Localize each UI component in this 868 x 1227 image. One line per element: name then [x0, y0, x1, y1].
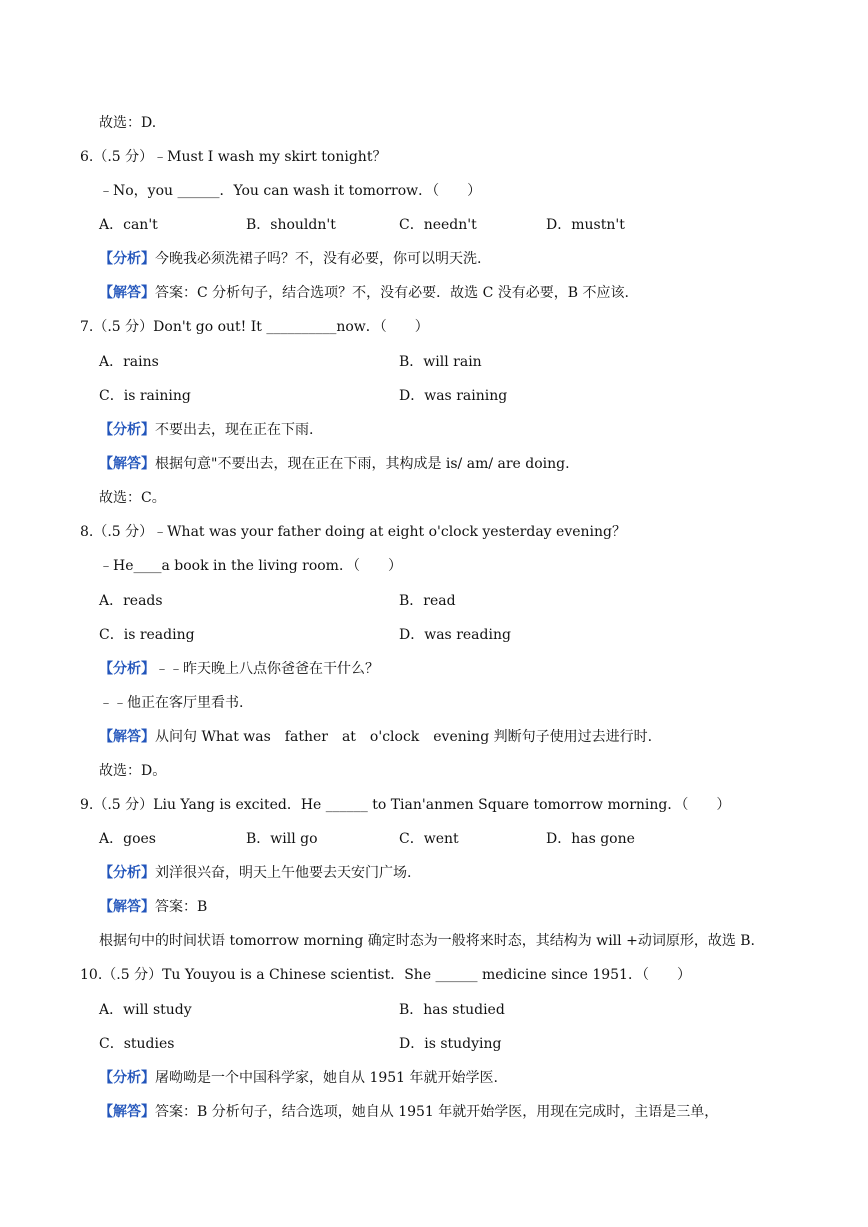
q10-answer-text: 答案：B 分析句子，结合选项，她自从 1951 年就开始学医，用现在完成时，主语是三单，: [155, 1104, 719, 1120]
q7-answer: [99, 454, 570, 474]
q7-option-d: D．was raining: [399, 388, 508, 404]
q8-answer: [99, 727, 652, 747]
answer-tag: 【解答】: [99, 899, 155, 915]
q7-option-c: C．is raining: [99, 388, 191, 404]
q9-analysis: [99, 863, 411, 883]
q6-option-c: C．needn't: [399, 217, 477, 233]
q8-conclusion: 故选：D。: [99, 763, 167, 779]
q8-option-a: A．reads: [99, 593, 163, 609]
analysis-tag: 【分析】: [99, 422, 155, 438]
analysis-tag: 【分析】: [99, 1070, 155, 1086]
q7-conclusion: 故选：C。: [99, 490, 166, 506]
q10-analysis: [99, 1068, 498, 1088]
q6-option-d: D．mustn't: [546, 217, 625, 233]
q7-option-a: A．rains: [99, 354, 159, 370]
q6-answer-text: 答案：C 分析句子，结合选项？不，没有必要．故选 C 没有必要，B 不应该.: [155, 285, 629, 301]
analysis-tag: 【分析】: [99, 865, 155, 881]
q9-analysis-text: 刘洋很兴奋，明天上午他要去天安门广场.: [155, 865, 412, 881]
q10-option-a: A．will study: [99, 1002, 192, 1018]
q6-option-b: B．shouldn't: [246, 217, 336, 233]
analysis-tag: 【分析】: [99, 661, 155, 677]
q8-stem-reply: ﹣He____a book in the living room．（ ）: [99, 558, 402, 574]
q8-option-b: B．read: [399, 593, 456, 609]
q10-option-d: D．is studying: [399, 1036, 502, 1052]
analysis-tag: 【分析】: [99, 251, 155, 267]
answer-tag: 【解答】: [99, 729, 155, 745]
q9-option-b: B．will go: [246, 831, 318, 847]
q9-option-a: A．goes: [99, 831, 156, 847]
q8-option-d: D．was reading: [399, 627, 511, 643]
q10-stem: 10.（.5 分）Tu Youyou is a Chinese scientist．She ______ medicine since 1951．（ ）: [80, 967, 691, 983]
q6-stem-reply: ﹣No，you ______．You can wash it tomorrow．（ ）: [99, 183, 482, 199]
q5-conclusion: 故选：D.: [99, 115, 157, 131]
answer-tag: 【解答】: [99, 285, 155, 301]
q8-stem: 8.（.5 分）﹣What was your father doing at eight o'clock yesterday evening？: [80, 524, 626, 540]
q9-option-d: D．has gone: [546, 831, 635, 847]
q6-analysis-text: 今晚我必须洗裙子吗？不，没有必要，你可以明天洗.: [155, 251, 482, 267]
q7-analysis: [99, 420, 313, 440]
q9-option-c: C．went: [399, 831, 459, 847]
q10-analysis-text: 屠呦呦是一个中国科学家，她自从 1951 年就开始学医.: [155, 1070, 498, 1086]
q9-answer: [99, 897, 207, 917]
q10-option-c: C．studies: [99, 1036, 175, 1052]
q6-analysis: [99, 249, 481, 269]
q9-answer-text: 答案：B: [155, 899, 208, 915]
q10-answer: [99, 1102, 718, 1122]
q7-answer-text: 根据句意"不要出去，现在正在下雨，其构成是 is/ am/ are doing.: [155, 456, 570, 472]
answer-tag: 【解答】: [99, 1104, 155, 1120]
q7-analysis-text: 不要出去，现在正在下雨.: [155, 422, 314, 438]
q6-stem: 6.（.5 分）﹣Must I wash my skirt tonight？: [80, 149, 387, 165]
q7-stem: 7.（.5 分）Don't go out! It __________now．（ ）: [80, 319, 429, 335]
q7-option-b: B．will rain: [399, 354, 482, 370]
q6-option-a: A．can't: [99, 217, 158, 233]
q8-analysis-2: ﹣﹣他正在客厅里看书.: [99, 695, 244, 711]
q10-option-b: B．has studied: [399, 1002, 505, 1018]
q8-answer-text: 从问句 What was father at o'clock evening 判断句子使用过去进行时.: [155, 729, 653, 745]
answer-tag: 【解答】: [99, 456, 155, 472]
q6-answer: [99, 283, 629, 303]
q8-analysis-text: ﹣﹣昨天晚上八点你爸爸在干什么？: [155, 661, 379, 677]
q8-option-c: C．is reading: [99, 627, 195, 643]
q9-stem: 9.（.5 分）Liu Yang is excited．He ______ to Tian'anmen Square tomorrow morning．（ ）: [80, 797, 731, 813]
q8-analysis: [99, 659, 379, 679]
q9-answer-2: 根据句中的时间状语 tomorrow morning 确定时态为一般将来时态，其结构为 will +动词原形，故选 B.: [99, 933, 756, 949]
